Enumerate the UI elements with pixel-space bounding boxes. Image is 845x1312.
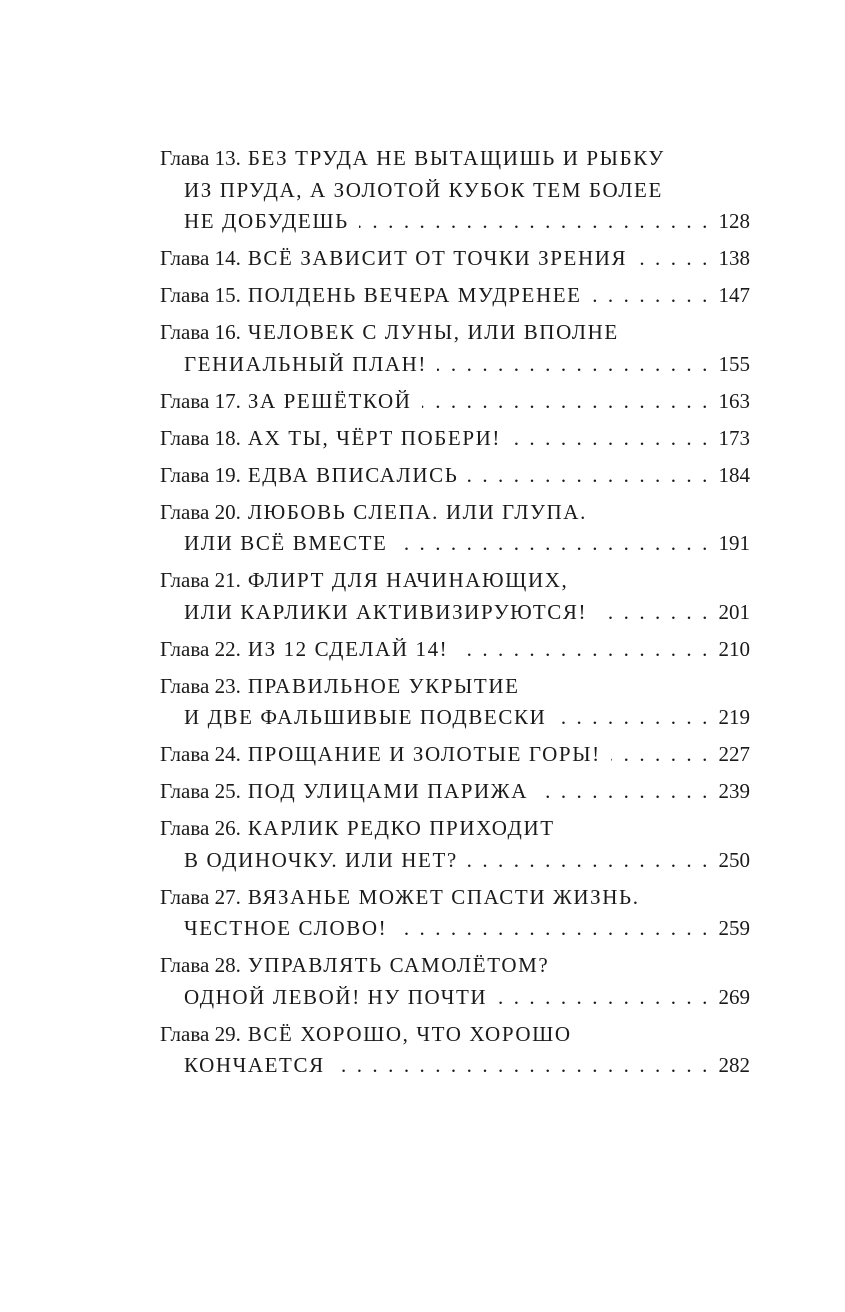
chapter-number: Глава 14. (160, 246, 241, 270)
page-number: 173 (718, 425, 750, 450)
toc-entry (160, 386, 750, 418)
chapter-number: Глава 23. (160, 673, 241, 698)
toc-entry-line (160, 982, 750, 1014)
toc-entry-line (160, 423, 750, 455)
dot-leader (359, 206, 710, 238)
dot-leader (437, 349, 710, 381)
chapter-title: ЧЕСТНОЕ СЛОВО! (184, 916, 388, 940)
dot-leader (511, 423, 710, 455)
toc-entry (160, 143, 750, 238)
toc-entry-line (160, 317, 750, 349)
toc-entry-line (160, 882, 750, 914)
toc-entry (160, 739, 750, 771)
table-of-contents (160, 143, 750, 1087)
toc-entry (160, 776, 750, 808)
toc-entry-line (160, 671, 750, 703)
chapter-number: Глава 15. (160, 283, 241, 307)
chapter-number: Глава 26. (160, 816, 241, 840)
chapter-title: ВЯЗАНЬЕ МОЖЕТ СПАСТИ ЖИЗНЬ. (247, 884, 640, 909)
toc-entry-line (160, 143, 750, 175)
page-number: 128 (718, 209, 750, 233)
chapter-title: ИЛИ ВСЁ ВМЕСТЕ (184, 531, 388, 555)
chapter-title: ЧЕЛОВЕК С ЛУНЫ, ИЛИ ВПОЛНЕ (247, 320, 619, 344)
page-number: 219 (718, 705, 750, 729)
dot-leader (397, 528, 710, 560)
toc-entry (160, 317, 750, 380)
chapter-title: В ОДИНОЧКУ. ИЛИ НЕТ? (184, 847, 458, 872)
page-number: 155 (718, 351, 750, 376)
toc-entry-line (160, 460, 750, 492)
toc-entry-line (160, 597, 750, 629)
toc-entry-line (160, 702, 750, 734)
chapter-title: И ДВЕ ФАЛЬШИВЫЕ ПОДВЕСКИ (184, 705, 547, 729)
chapter-title: АХ ТЫ, ЧЁРТ ПОБЕРИ! (247, 425, 501, 450)
dot-leader (556, 702, 710, 734)
chapter-title: ФЛИРТ ДЛЯ НАЧИНАЮЩИХ, (247, 568, 569, 592)
chapter-title: ИЗ 12 СДЕЛАЙ 14! (247, 636, 449, 661)
chapter-title: ЛЮБОВЬ СЛЕПА. ИЛИ ГЛУПА. (247, 499, 587, 524)
page-number: 282 (718, 1053, 750, 1077)
toc-entry (160, 882, 750, 945)
toc-entry-line (160, 175, 750, 207)
page-number: 147 (718, 283, 750, 307)
chapter-title: ПОЛДЕНЬ ВЕЧЕРА МУДРЕНЕЕ (247, 283, 582, 307)
chapter-number: Глава 16. (160, 320, 241, 344)
toc-entry-line (160, 634, 750, 666)
page-number: 239 (718, 779, 750, 803)
chapter-title: ОДНОЙ ЛЕВОЙ! НУ ПОЧТИ (184, 984, 488, 1009)
chapter-title: ПРОЩАНИЕ И ЗОЛОТЫЕ ГОРЫ! (247, 742, 601, 766)
toc-entry-line (160, 845, 750, 877)
toc-entry-line (160, 950, 750, 982)
page-number: 210 (718, 636, 750, 661)
dot-leader (422, 386, 710, 418)
chapter-number: Глава 21. (160, 568, 241, 592)
chapter-number: Глава 20. (160, 499, 241, 524)
chapter-title: ИЛИ КАРЛИКИ АКТИВИЗИРУЮТСЯ! (184, 599, 588, 624)
dot-leader (538, 776, 710, 808)
toc-entry (160, 1019, 750, 1082)
dot-leader (592, 280, 710, 312)
page-number: 184 (718, 462, 750, 487)
toc-entry (160, 565, 750, 628)
chapter-number: Глава 13. (160, 146, 241, 170)
toc-entry-line (160, 386, 750, 418)
page-number: 163 (718, 388, 750, 413)
toc-entry-line (160, 1019, 750, 1051)
toc-entry (160, 634, 750, 666)
toc-entry-line (160, 1050, 750, 1082)
toc-entry-line (160, 243, 750, 275)
dot-leader (637, 243, 710, 275)
chapter-title: УПРАВЛЯТЬ САМОЛЁТОМ? (247, 953, 550, 977)
chapter-title: КАРЛИК РЕДКО ПРИХОДИТ (247, 816, 555, 840)
dot-leader (397, 913, 710, 945)
dot-leader (597, 597, 710, 629)
chapter-number: Глава 27. (160, 884, 241, 909)
dot-leader (458, 634, 710, 666)
toc-entry-line (160, 280, 750, 312)
toc-entry (160, 671, 750, 734)
chapter-number: Глава 28. (160, 953, 241, 977)
toc-entry (160, 950, 750, 1013)
chapter-number: Глава 24. (160, 742, 241, 766)
chapter-title: ГЕНИАЛЬНЫЙ ПЛАН! (184, 351, 427, 376)
page-number: 201 (718, 599, 750, 624)
chapter-title: ИЗ ПРУДА, А ЗОЛОТОЙ КУБОК ТЕМ БОЛЕЕ (184, 177, 663, 202)
toc-entry-line (160, 565, 750, 597)
toc-entry-line (160, 813, 750, 845)
chapter-title: ВСЁ ЗАВИСИТ ОТ ТОЧКИ ЗРЕНИЯ (247, 246, 628, 270)
page-number: 259 (718, 916, 750, 940)
page-number: 191 (718, 531, 750, 555)
toc-entry-line (160, 739, 750, 771)
chapter-title: ПОД УЛИЦАМИ ПАРИЖА (247, 779, 528, 803)
dot-leader (468, 460, 710, 492)
chapter-number: Глава 29. (160, 1021, 241, 1046)
page-number: 138 (718, 246, 750, 270)
toc-entry (160, 813, 750, 876)
page-number: 250 (718, 847, 750, 872)
chapter-title: ВСЁ ХОРОШО, ЧТО ХОРОШО (247, 1021, 572, 1046)
toc-entry-line (160, 913, 750, 945)
toc-entry (160, 497, 750, 560)
chapter-number: Глава 22. (160, 636, 241, 661)
chapter-number: Глава 17. (160, 388, 241, 413)
toc-entry-line (160, 776, 750, 808)
chapter-number: Глава 25. (160, 779, 241, 803)
chapter-number: Глава 18. (160, 425, 241, 450)
chapter-title: НЕ ДОБУДЕШЬ (184, 209, 349, 233)
toc-entry (160, 280, 750, 312)
dot-leader (611, 739, 710, 771)
toc-entry (160, 460, 750, 492)
chapter-number: Глава 19. (160, 462, 241, 487)
chapter-title: ЕДВА ВПИСАЛИСЬ (247, 462, 459, 487)
toc-entry-line (160, 349, 750, 381)
dot-leader (468, 845, 710, 877)
toc-entry (160, 243, 750, 275)
toc-entry-line (160, 528, 750, 560)
page-number: 227 (718, 742, 750, 766)
chapter-title: БЕЗ ТРУДА НЕ ВЫТАЩИШЬ И РЫБКУ (247, 146, 665, 170)
dot-leader (497, 982, 710, 1014)
chapter-title: ЗА РЕШЁТКОЙ (247, 388, 412, 413)
chapter-title: ПРАВИЛЬНОЕ УКРЫТИЕ (247, 673, 520, 698)
chapter-title: КОНЧАЕТСЯ (184, 1053, 325, 1077)
dot-leader (335, 1050, 710, 1082)
toc-entry (160, 423, 750, 455)
page-number: 269 (718, 984, 750, 1009)
toc-entry-line (160, 497, 750, 529)
toc-entry-line (160, 206, 750, 238)
